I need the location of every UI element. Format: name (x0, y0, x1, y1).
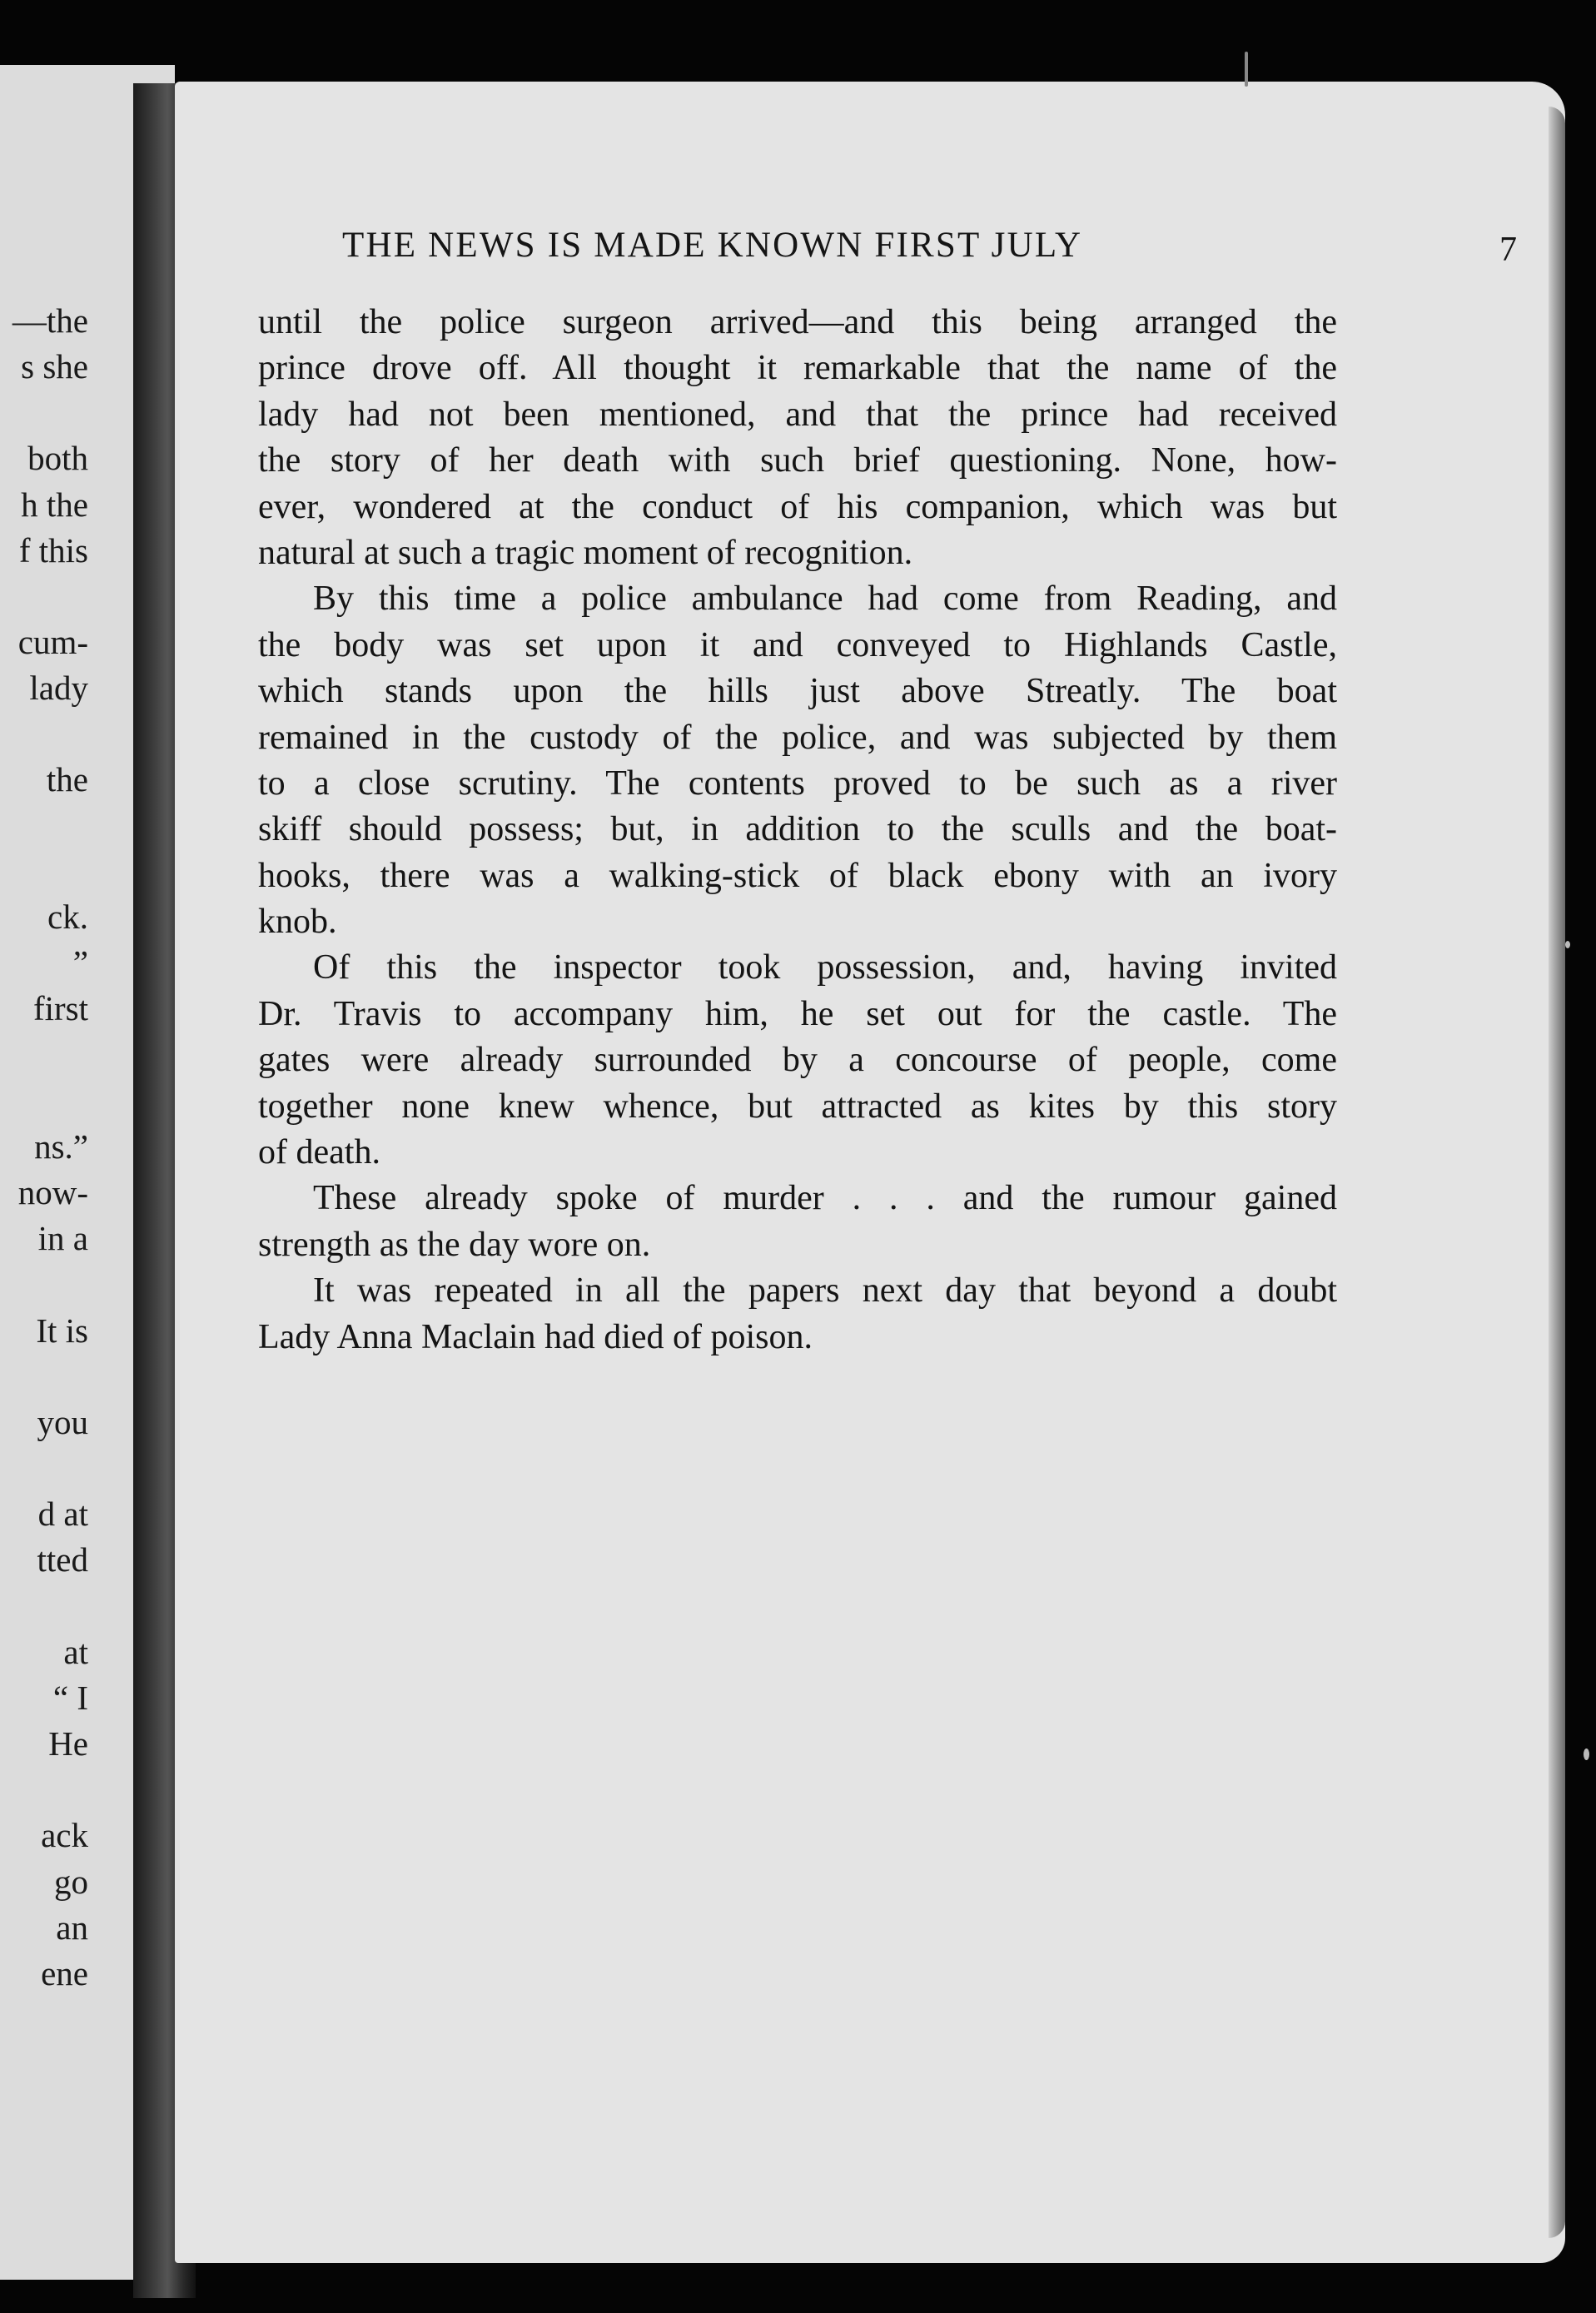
text-line: remained in the custody of the police, and was subjected by them (258, 718, 1337, 757)
right-page (175, 82, 1565, 2263)
text-line: the story of her death with such brief questioning. None, how- (258, 441, 1337, 480)
text-line: lady had not been mentioned, and that the prince had received (258, 395, 1337, 434)
text-line: ever, wondered at the conduct of his companion, which was but (258, 487, 1337, 526)
left-fragment: tted (37, 1540, 88, 1579)
text-line: until the police surgeon arrived—and this being arranged the (258, 303, 1337, 341)
text-line: natural at such a tragic moment of recognition. (258, 533, 913, 572)
text-line: It was repeated in all the papers next day that beyond a doubt (313, 1271, 1337, 1311)
text-line: to a close scrutiny. The contents proved to be such as a river (258, 764, 1337, 803)
text-line: By this time a police ambulance had come from Reading, and (313, 579, 1337, 619)
left-fragment: an (56, 1908, 88, 1947)
text-line: which stands upon the hills just above Streatly. The boat (258, 672, 1337, 711)
left-fragment: cum- (17, 623, 88, 661)
text-line: hooks, there was a walking-stick of black ebony with an ivory (258, 856, 1337, 895)
text-line: These already spoke of murder . . . and the rumour gained (313, 1179, 1337, 1218)
text-line: strength as the day wore on. (258, 1225, 651, 1264)
left-fragment: h the (21, 485, 88, 524)
left-fragment: first (32, 989, 88, 1027)
left-fragment: you (37, 1403, 88, 1441)
left-fragment: both (27, 439, 88, 477)
left-fragment: ” (72, 943, 88, 982)
running-head-title: THE NEWS IS MADE KNOWN FIRST JULY (342, 226, 1083, 265)
left-fragment: now- (17, 1173, 88, 1211)
left-fragment: the (46, 760, 88, 798)
left-fragment: in a (37, 1219, 88, 1257)
left-fragment: f this (18, 531, 88, 570)
text-line: Dr. Travis to accompany him, he set out for the castle. The (258, 994, 1337, 1033)
left-fragment: “ I (52, 1679, 88, 1717)
text-line: skiff should possess; but, in addition to the sculls and the boat- (258, 810, 1337, 849)
text-line: gates were already surrounded by a concourse of people, come (258, 1041, 1337, 1080)
body-text (258, 300, 1337, 1360)
text-line: knob. (258, 903, 337, 942)
text-line: the body was set upon it and conveyed to Highlands Castle, (258, 625, 1337, 664)
text-line: Lady Anna Maclain had died of poison. (258, 1317, 813, 1356)
text-line: prince drove off. All thought it remarkable that the name of the (258, 349, 1337, 388)
left-fragment: —the (12, 301, 88, 340)
left-fragment: lady (29, 669, 88, 707)
page-number: 7 (1499, 231, 1517, 269)
left-fragment: It is (36, 1311, 88, 1350)
scan-speck (1245, 52, 1248, 87)
text-line: of death. (258, 1133, 380, 1172)
text-line: Of this the inspector took possession, and, having invited (313, 948, 1337, 987)
left-fragment: ene (41, 1954, 88, 1992)
scan-speck (1565, 941, 1570, 948)
left-fragment: ck. (47, 898, 88, 936)
scan-speck (1584, 1748, 1589, 1760)
left-fragment: ack (41, 1816, 88, 1854)
left-fragment: ns.” (34, 1127, 88, 1166)
left-fragment: He (48, 1724, 88, 1763)
text-line: together none knew whence, but attracted as kites by this story (258, 1087, 1337, 1126)
running-head (342, 225, 1517, 275)
left-fragment: go (54, 1863, 88, 1901)
left-fragment: at (63, 1633, 88, 1671)
left-fragment: s she (21, 347, 88, 386)
left-fragment: d at (37, 1495, 88, 1533)
